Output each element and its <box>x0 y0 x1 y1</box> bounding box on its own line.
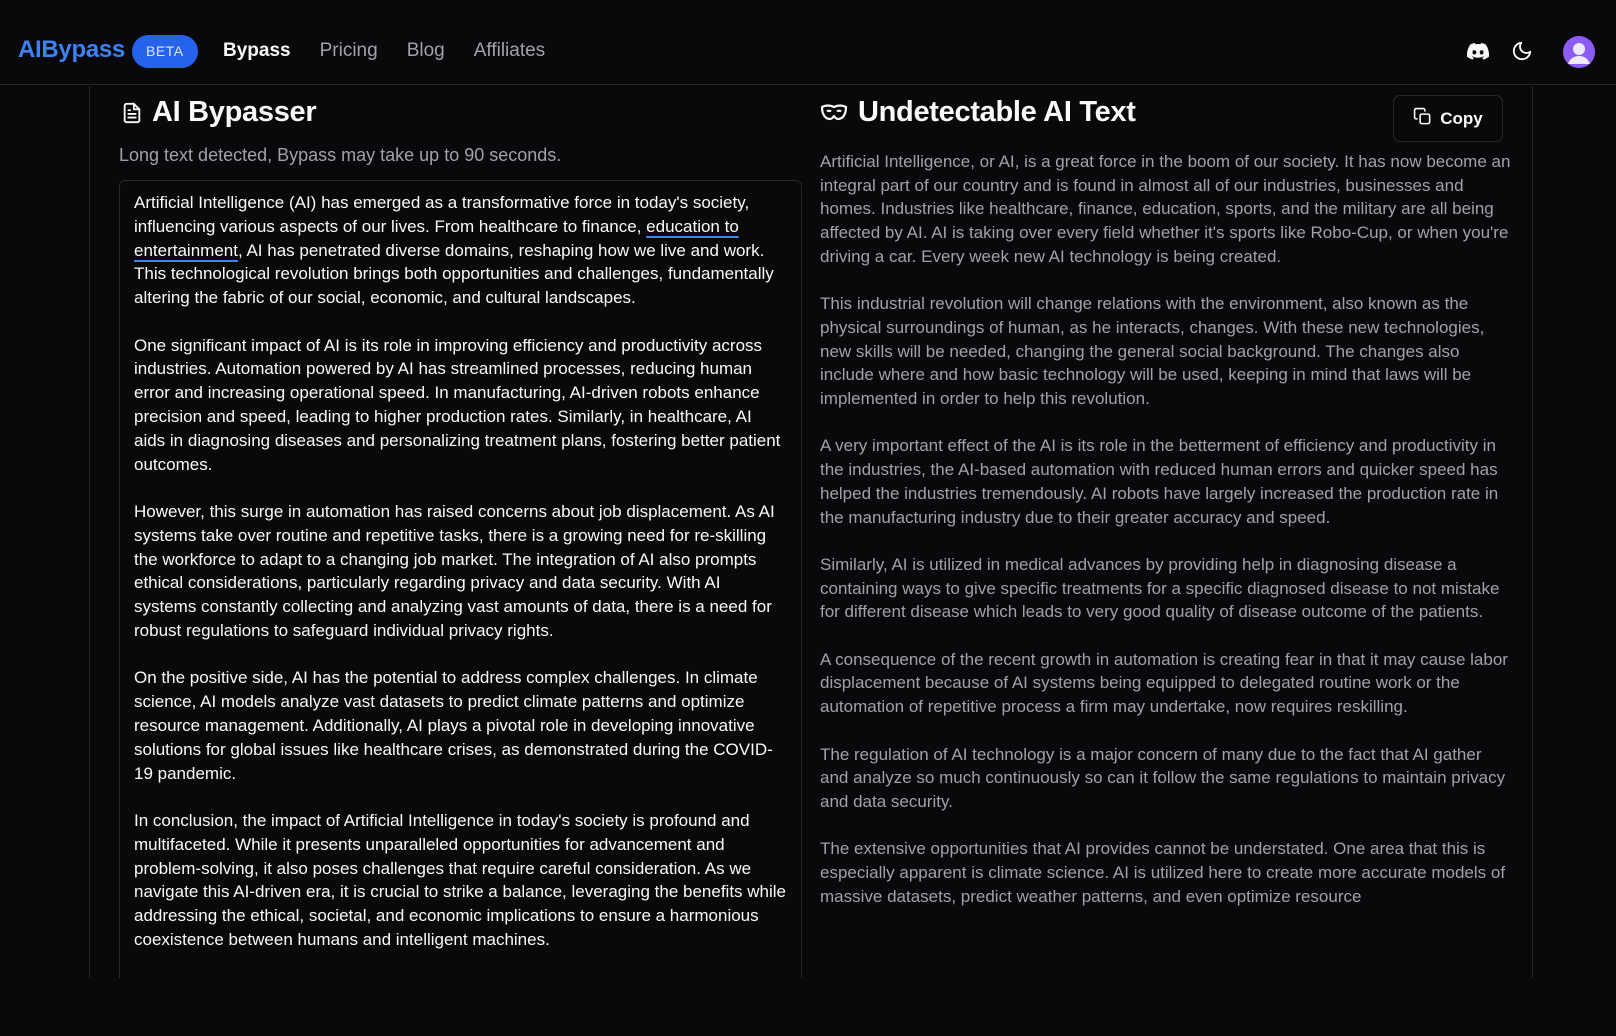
output-paragraph: Artificial Intelligence, or AI, is a great force in the boom of our society. It has now become an integral part of our country and is found in almost all of our industries, businesses and homes. Industries like healthcare, finance, education, sports, and the military are all being affected by AI. AI is taking over every field whether it's sports like Robo-Cup, or when you're driving a car. Every week new AI technology is being created. <box>820 152 1511 266</box>
frame-left-border <box>89 86 90 978</box>
logo[interactable]: AIBypass <box>18 36 125 63</box>
bypasser-title: AI Bypasser <box>152 96 317 128</box>
output-paragraph: This industrial revolution will change relations with the environment, also known as the physical surroundings of human, as he interacts, changes. With these new technologies, new skills will be needed, changing the general social background. The changes also include where and how basic technology will be used, keeping in mind that laws will be implemented in order to help this revolution. <box>820 294 1485 409</box>
nav-bypass[interactable]: Bypass <box>223 40 291 61</box>
user-avatar-icon[interactable] <box>1563 36 1595 68</box>
document-icon <box>121 101 143 130</box>
output-paragraph: The regulation of AI technology is a major concern of many due to the fact that AI gather and analyze so much continuously so can it follow the same regulations to maintain privacy and data security. <box>820 744 1506 811</box>
copy-button[interactable] <box>1393 95 1503 142</box>
nav-affiliates[interactable]: Affiliates <box>473 40 546 61</box>
copy-button-label: Copy <box>1440 108 1483 128</box>
page-bottom <box>0 978 1616 1036</box>
nav-pricing[interactable]: Pricing <box>319 40 378 61</box>
output-paragraph: Similarly, AI is utilized in medical advances by providing help in diagnosing disease a containing ways to give specific treatments for a specific diagnosed disease to not mistake for different disease which leads to very good quality of disease outcome of the patients. <box>820 554 1500 622</box>
input-paragraph: In conclusion, the impact of Artificial Intelligence in today's society is profound and multifaceted. While it presents unparalleled opportunities for advancement and problem-solving, it also poses challenges that require careful consideration. As we navigate this AI-driven era, it is crucial to strike a balance, leveraging the benefits while addressing the ethical, societal, and economic implications to ensure a harmonious coexistence between humans and intelligent machines. <box>134 810 787 949</box>
spellcheck-underline: education to entertainment <box>134 216 739 260</box>
undetectable-title: Undetectable AI Text <box>858 96 1136 128</box>
frame-right-border <box>1532 86 1533 978</box>
output-paragraph: A consequence of the recent growth in automation is creating fear in that it may cause labor displacement because of AI systems being equipped to delegated routine work or the automation of repetitive process a firm may undertake, now requires reskilling. <box>820 649 1508 717</box>
input-paragraph: Artificial Intelligence (AI) has emerged as a transformative force in today's society, influencing various aspects of our lives. From healthcare to finance, education to entertainment, AI has penetrated diverse domains, reshaping how we live and work. This technological revolution brings both opportunities and challenges, fundamentally altering the fabric of our social, economic, and cultural landscapes. <box>134 193 774 308</box>
input-paragraph: However, this surge in automation has raised concerns about job displacement. As AI systems take over routine and repetitive tasks, there is a growing need for re-skilling the workforce to adapt to a changing job market. The integration of AI also prompts ethical considerations, particularly regarding privacy and data security. With AI systems constantly collecting and analyzing vast amounts of data, there is a need for robust regulations to safeguard individual privacy rights. <box>134 501 775 640</box>
top-navbar <box>0 0 1616 85</box>
output-text <box>820 150 1512 978</box>
output-paragraph: A very important effect of the AI is its role in the betterment of efficiency and productivity in the industries, the AI-based automation with reduced human errors and quicker speed has helped the industries tremendously. AI robots have largely increased the production rate in the manufacturing industry due to their greater accuracy and speed. <box>820 436 1499 527</box>
input-text-area[interactable] <box>119 180 802 978</box>
moon-icon[interactable] <box>1509 38 1535 64</box>
mask-icon <box>820 102 848 129</box>
output-paragraph: The extensive opportunities that AI provides cannot be understated. One area that this is especially apparent is climate science. AI is utilized here to create more accurate models of massive datasets, predict weather patterns, and even optimize resource <box>820 839 1506 906</box>
discord-icon[interactable] <box>1465 38 1491 64</box>
copy-icon <box>1413 107 1432 131</box>
main-nav <box>223 40 574 62</box>
input-paragraph: On the positive side, AI has the potential to address complex challenges. In climate science, AI models analyze vast datasets to predict climate patterns and optimize resource management. Additionally, AI plays a pivotal role in developing innovative solutions for global issues like healthcare crises, as demonstrated during the COVID-19 pandemic. <box>134 668 773 783</box>
input-paragraph: One significant impact of AI is its role in improving efficiency and productivity across industries. Automation powered by AI has streamlined processes, reducing human error and increasing operational speed. In manufacturing, AI-driven robots enhance precision and speed, leading to higher production rates. Similarly, in healthcare, AI aids in diagnosing diseases and personalizing treatment plans, fostering better patient outcomes. <box>134 335 781 474</box>
long-text-notice: Long text detected, Bypass may take up to 90 seconds. <box>119 145 562 165</box>
nav-blog[interactable]: Blog <box>406 40 445 61</box>
beta-badge: BETA <box>132 35 198 68</box>
